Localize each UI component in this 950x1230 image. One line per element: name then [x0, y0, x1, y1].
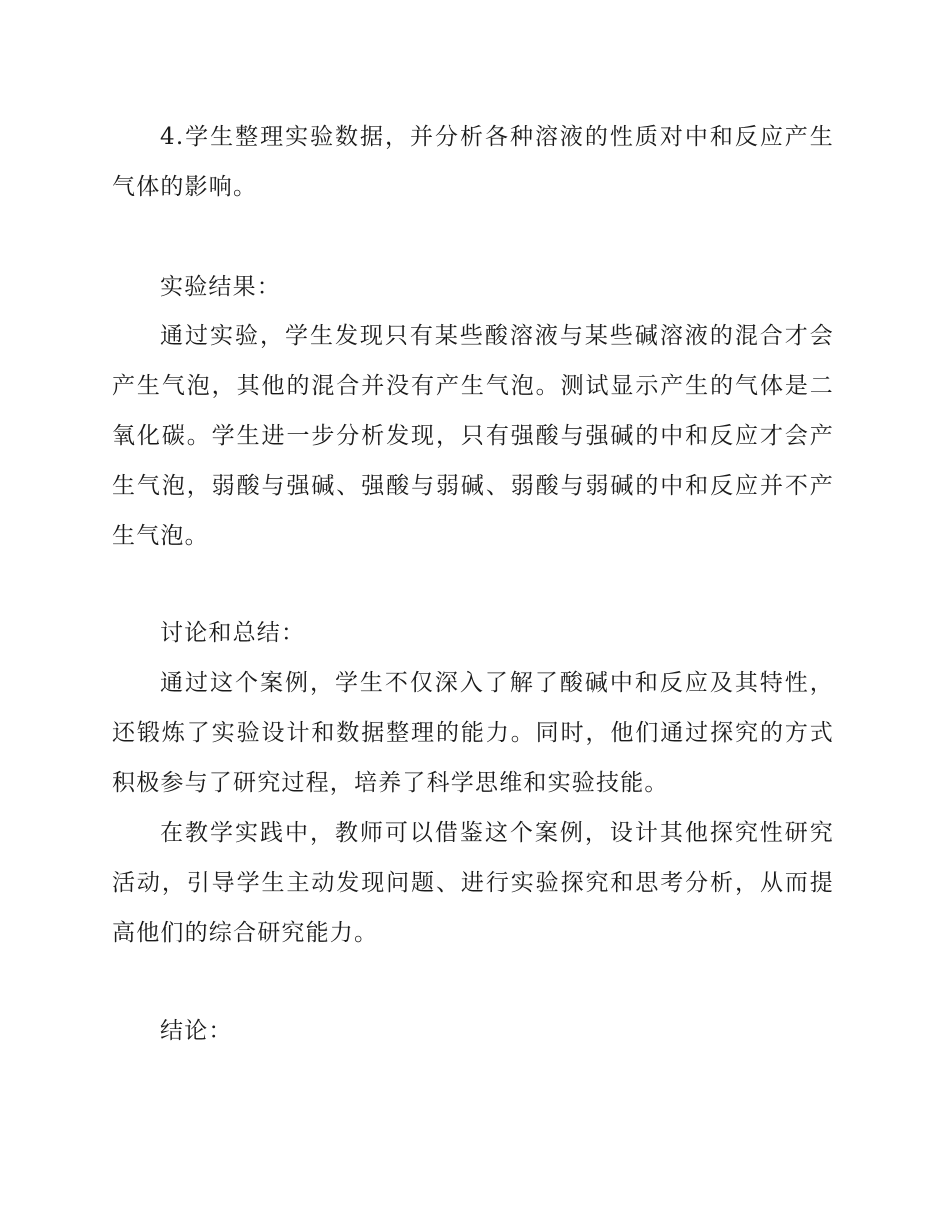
discussion-paragraph-1: 通过这个案例，学生不仅深入了解了酸碱中和反应及其特性，还锻炼了实验设计和数据整理的能力。同时，他们通过探究的方式积极参与了研究过程，培养了科学思维和实验技能。 — [112, 670, 834, 796]
results-paragraph: 通过实验，学生发现只有某些酸溶液与某些碱溶液的混合才会产生气泡，其他的混合并没有产生气泡。测试显示产生的气体是二氧化碳。学生进一步分析发现，只有强酸与强碱的中和反应才会产生气泡，弱酸与强碱、强酸与弱碱、弱酸与弱碱的中和反应并不产生气泡。 — [112, 323, 834, 549]
results-heading: 实验结果： — [160, 274, 281, 300]
discussion-paragraph-2: 在教学实践中，教师可以借鉴这个案例，设计其他探究性研究活动，引导学生主动发现问题、进行实验探究和思考分析，从而提高他们的综合研究能力。 — [112, 820, 834, 946]
conclusion-heading: 结论： — [160, 1018, 233, 1044]
paragraph-step-4: 4.学生整理实验数据，并分析各种溶液的性质对中和反应产生气体的影响。 — [112, 124, 834, 200]
discussion-heading: 讨论和总结： — [160, 620, 306, 646]
